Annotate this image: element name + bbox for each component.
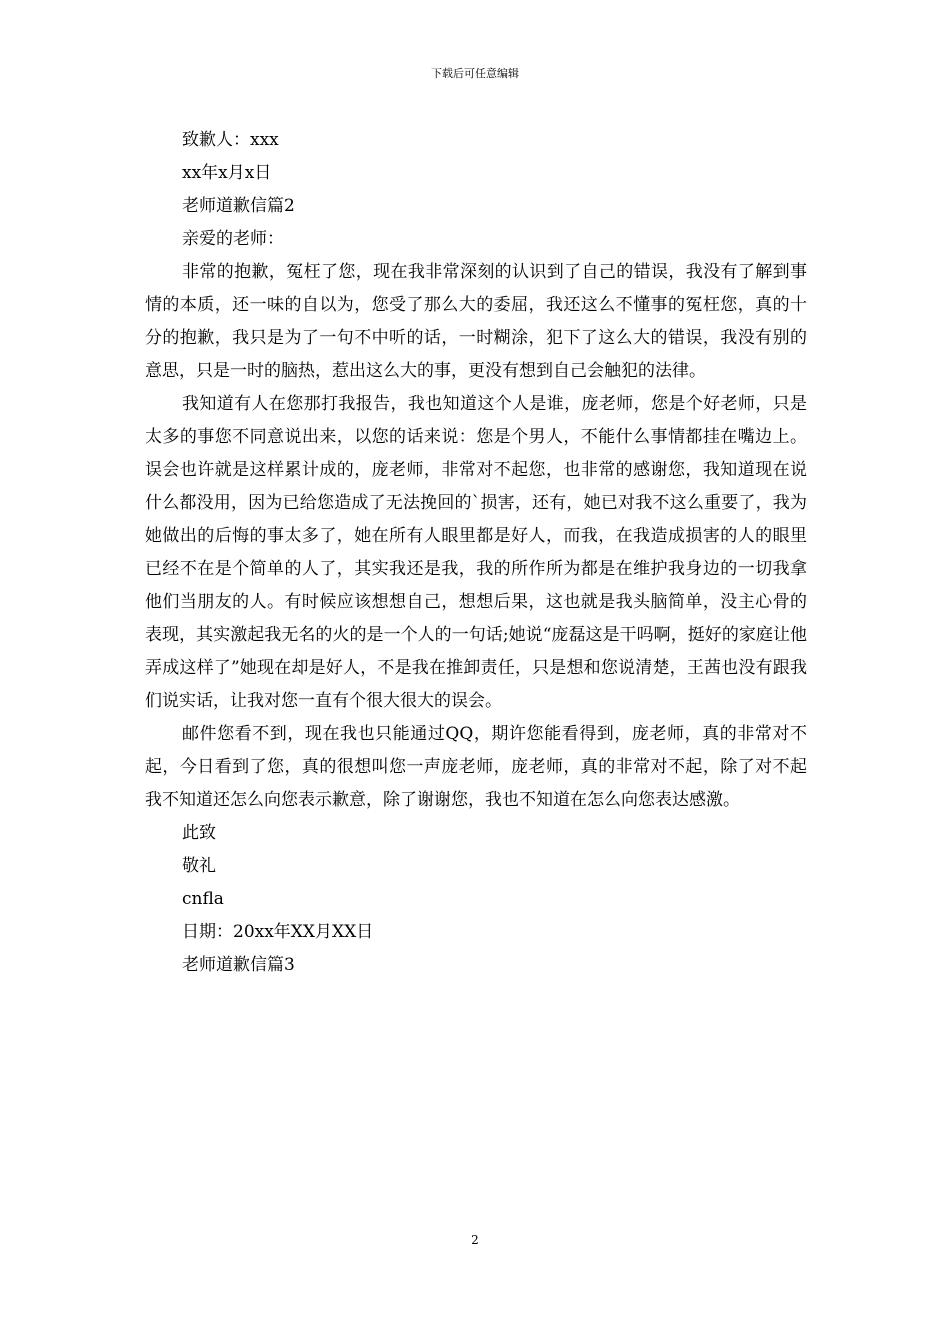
paragraph: 邮件您看不到，现在我也只能通过QQ，期许您能看得到，庞老师，真的非常对不起，今日看到了您，真的很想叫您一声庞老师，庞老师，真的非常对不起，除了对不起我不知道还怎么向您表示歉意，除了谢谢您，我也不知道在怎么向您表达感激。	[145, 724, 807, 810]
signature: cnfla	[182, 889, 224, 909]
closing-regards: 敬礼	[182, 856, 216, 876]
salutation: 亲爱的老师：	[182, 229, 284, 249]
section-title: 老师道歉信篇3	[182, 955, 295, 975]
document-body	[145, 124, 807, 982]
section-title: 老师道歉信篇2	[182, 196, 295, 216]
paragraph: 我知道有人在您那打我报告，我也知道这个人是谁，庞老师，您是个好老师，只是太多的事您不同意说出来，以您的话来说：您是个男人，不能什么事情都挂在嘴边上。误会也许就是这样累计成的，庞老师，非常对不起您，也非常的感谢您，我知道现在说什么都没用，因为已给您造成了无法挽回的`损害，还有，她已对我不这么重要了，我为她做出的后悔的事太多了，她在所有人眼里都是好人，而我，在我造成损害的人的眼里已经不在是个简单的人了，其实我还是我，我的所作所为都是在维护我身边的一切我拿他们当朋友的人。有时候应该想想自己，想想后果，这也就是我头脑简单，没主心骨的表现，其实激起我无名的火的是一个人的一句话;她说“庞磊这是干吗啊，挺好的家庭让他弄成这样了”她现在却是好人，不是我在推卸责任，只是想和您说清楚，王茜也没有跟我们说实话，让我对您一直有个很大很大的误会。	[145, 394, 807, 711]
page-header: 下载后可任意编辑	[431, 67, 519, 80]
page-number: 2	[471, 1233, 479, 1247]
apologizer-line: 致歉人：xxx	[182, 130, 279, 150]
paragraph: 非常的抱歉，冤枉了您，现在我非常深刻的认识到了自己的错误，我没有了解到事情的本质，还一味的自以为，您受了那么大的委屈，我还这么不懂事的冤枉您，真的十分的抱歉，我只是为了一句不中听的话，一时糊涂，犯下了这么大的错误，我没有别的意思，只是一时的脑热，惹出这么大的事，更没有想到自己会触犯的法律。	[145, 262, 807, 381]
closing-line: 此致	[182, 823, 216, 843]
signature-date: 日期：20xx年XX月XX日	[182, 922, 374, 942]
date-line: xx年x月x日	[182, 163, 272, 183]
